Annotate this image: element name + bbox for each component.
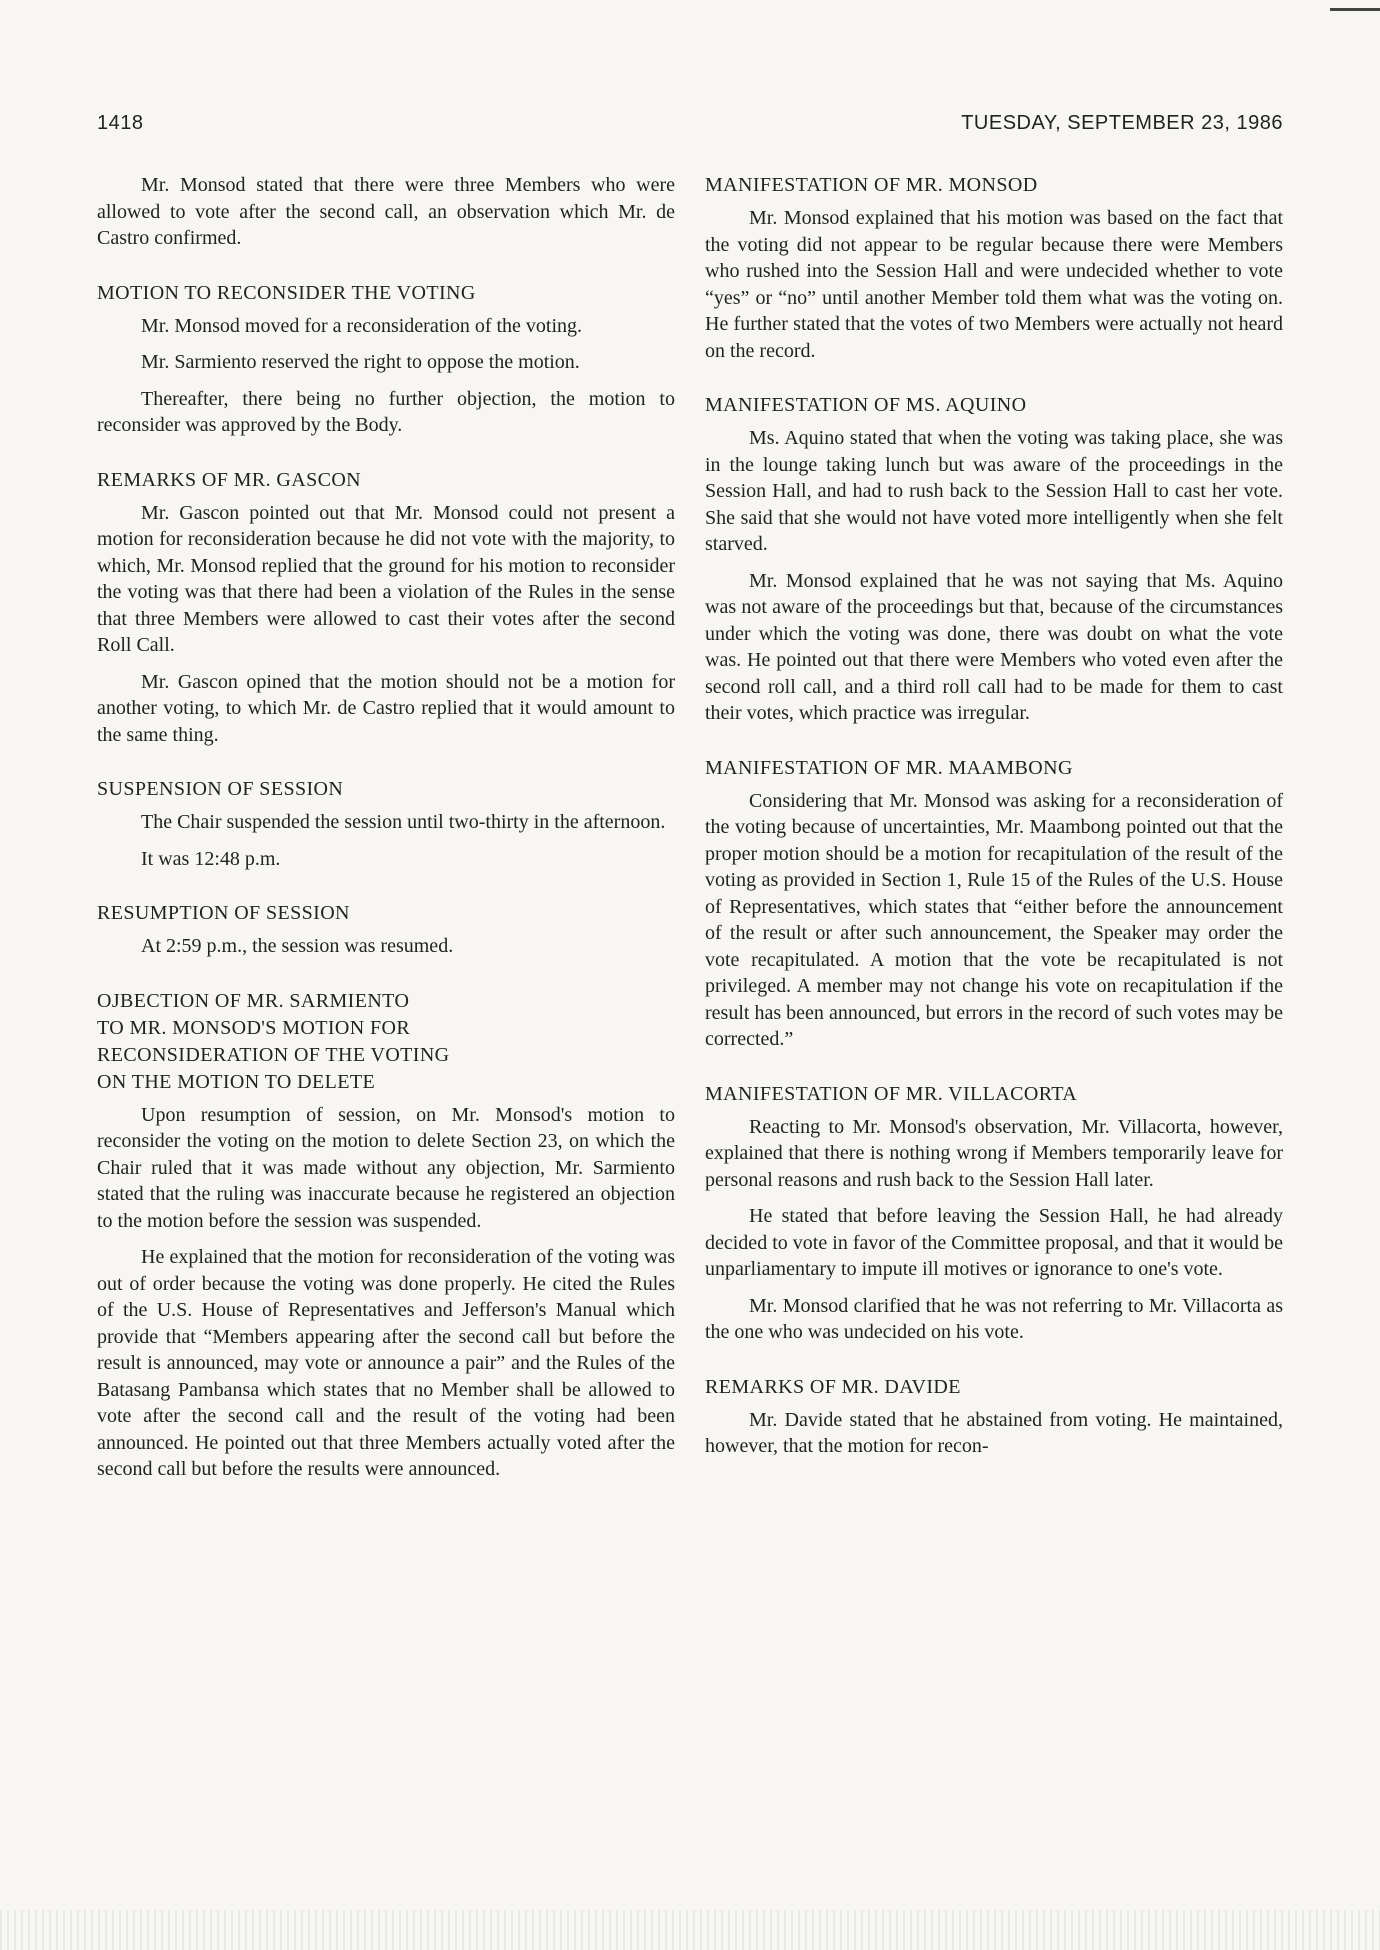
scan-noise-strip: [0, 1910, 1380, 1950]
paragraph: Mr. Davide stated that he abstained from voting. He maintained, however, that the motion for recon-: [705, 1408, 1283, 1457]
page-date: TUESDAY, SEPTEMBER 23, 1986: [961, 112, 1283, 134]
paragraph: Mr. Monsod clarified that he was not referring to Mr. Villacorta as the one who was undecided on his vote.: [705, 1294, 1283, 1343]
paragraph: Mr. Monsod stated that there were three Members who were allowed to vote after the second call, an observation which Mr. de Castro confirmed.: [97, 174, 675, 249]
paragraph: He explained that the motion for reconsideration of the voting was out of order because the voting was done properly. He cited the Rules of the U.S. House of Representatives and Jefferson's Manual which provide that “Members appearing after the second call but before the result is announced, may vote or announce a pair” and the Rules of the Batasang Pambansa which states that no Member shall be allowed to vote after the second call and the result of the voting had been announced. He pointed out that three Members actually voted after the second call but before the results were announced.: [97, 1246, 675, 1480]
paragraph: The Chair suspended the session until two-thirty in the afternoon.: [141, 811, 666, 833]
left-column: [97, 172, 675, 1493]
section-heading: MANIFESTATION OF MR. VILLACORTA: [705, 1082, 1078, 1105]
section-heading: MANIFESTATION OF MR. MAAMBONG: [705, 756, 1073, 779]
paragraph: Mr. Monsod moved for a reconsideration of the voting.: [141, 314, 583, 337]
section-heading: REMARKS OF MR. DAVIDE: [705, 1375, 961, 1398]
paragraph: Reacting to Mr. Monsod's observation, Mr. Villacorta, however, explained that there is nothing wrong if Members temporarily leave for personal reasons and rush back to the Session Hall later.: [705, 1115, 1283, 1191]
section-heading: MANIFESTATION OF MR. MONSOD: [705, 174, 1038, 196]
section-heading: RESUMPTION OF SESSION: [97, 902, 350, 924]
page-header: [97, 112, 1283, 135]
paragraph: Mr. Gascon pointed out that Mr. Monsod could not present a motion for reconsideration because he did not vote with the majority, to which, Mr. Monsod replied that the ground for his motion to reconsider the voting was that there had been a violation of the Rules in the sense that three Members were allowed to cast their votes after the second Roll Call.: [97, 501, 675, 656]
section-heading: SUSPENSION OF SESSION: [97, 778, 344, 800]
scan-edge-mark: [1330, 8, 1380, 11]
page-number: 1418: [97, 112, 144, 134]
right-column: [705, 172, 1283, 1493]
section-heading: REMARKS OF MR. GASCON: [97, 468, 362, 491]
paragraph: He stated that before leaving the Session Hall, he had already decided to vote in favor of the Committee proposal, and that it would be unparliamentary to impute ill motives or ignorance to one's vote.: [705, 1205, 1283, 1280]
paragraph: Mr. Sarmiento reserved the right to oppose the motion.: [141, 351, 580, 373]
paragraph: Thereafter, there being no further objection, the motion to reconsider was approved by the Body.: [97, 387, 675, 436]
page-columns: [97, 172, 1283, 1493]
paragraph: Ms. Aquino stated that when the voting was taking place, she was in the lounge taking lunch but was aware of the proceedings in the Session Hall, and had to rush back to the Session Hall to cast her vote. She said that she would not have voted more intelligently when she felt starved.: [705, 427, 1283, 555]
paragraph: Upon resumption of session, on Mr. Monsod's motion to reconsider the voting on the motion to delete Section 23, on which the Chair ruled that it was made without any objection, Mr. Sarmiento stated that the ruling was inaccurate because he registered an objection to the motion before the session was suspended.: [97, 1103, 675, 1232]
paragraph: Mr. Monsod explained that his motion was based on the fact that the voting did not appear to be regular because there were Members who rushed into the Session Hall and were undecided whether to vote “yes” or “no” until another Member told them what was the voting on. He further stated that the votes of two Members were actually not heard on the record.: [705, 207, 1283, 362]
paragraph: Mr. Gascon opined that the motion should not be a motion for another voting, to which Mr. de Castro replied that it would amount to the same thing.: [97, 670, 675, 746]
paragraph: At 2:59 p.m., the session was resumed.: [141, 935, 454, 957]
paragraph: Considering that Mr. Monsod was asking for a reconsideration of the voting because of uncertainties, Mr. Maambong pointed out that the proper motion should be a motion for recapitulation of the result of the voting as provided in Section 1, Rule 15 of the Rules of the U.S. House of Representatives, which states that “either before the announcement of the result or after such announcement, the Speaker may order the vote recapitulated. A motion that the vote be recapitulated is not privileged. A member may not change his vote on recapitulation if the result has been announced, but errors in the record of such votes may be corrected.”: [705, 789, 1283, 1050]
section-heading: MOTION TO RECONSIDER THE VOTING: [97, 281, 476, 304]
section-heading: MANIFESTATION OF MS. AQUINO: [705, 394, 1027, 416]
paragraph: Mr. Monsod explained that he was not saying that Ms. Aquino was not aware of the proceedings but that, because of the circumstances under which the voting was done, there was doubt on what the vote was. He pointed out that there were Members who voted even after the second roll call, and a third roll call had to be made for them to cast their votes, which practice was irregular.: [705, 569, 1283, 724]
section-heading: OJBECTION OF MR. SARMIENTO TO MR. MONSOD'S MOTION FOR RECONSIDERATION OF THE VOTING ON THE MOTION TO DELETE: [97, 989, 450, 1093]
paragraph: It was 12:48 p.m.: [141, 847, 281, 870]
